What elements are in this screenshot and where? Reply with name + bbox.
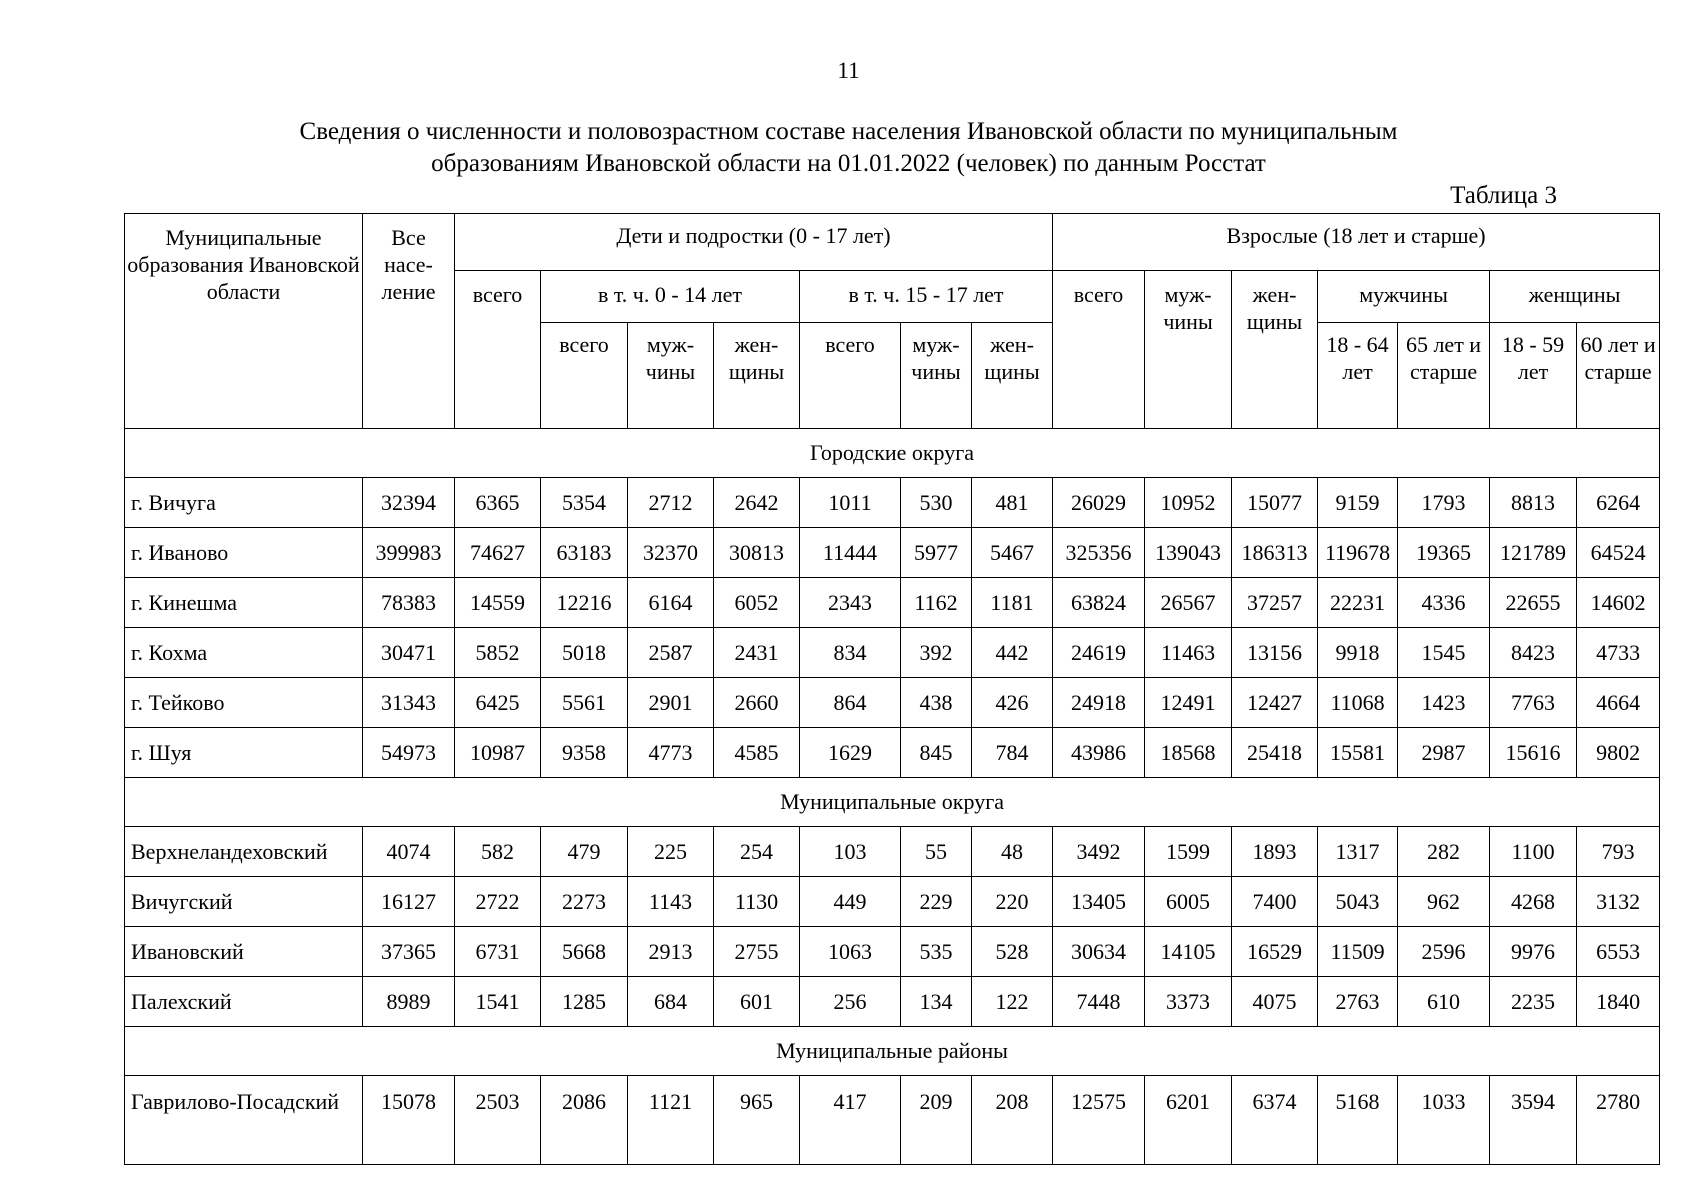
table-cell: 12216 <box>541 578 628 628</box>
header-sub-total-15-17: всего <box>800 323 901 429</box>
table-cell: 209 <box>901 1076 972 1165</box>
table-cell: 4268 <box>1490 877 1577 927</box>
municipality-name: Верхнеландеховский <box>125 827 363 877</box>
table-cell: 30813 <box>714 528 800 578</box>
table-cell: 8423 <box>1490 628 1577 678</box>
header-sub-men-0-14: муж-чины <box>628 323 714 429</box>
table-cell: 1181 <box>972 578 1053 628</box>
table-cell: 7400 <box>1232 877 1318 927</box>
table-cell: 254 <box>714 827 800 877</box>
header-adults-group: Взрослые (18 лет и старше) <box>1053 214 1660 271</box>
table-cell: 6264 <box>1577 478 1660 528</box>
table-cell: 2431 <box>714 628 800 678</box>
table-cell: 9918 <box>1318 628 1398 678</box>
table-cell: 5354 <box>541 478 628 528</box>
table-cell: 2755 <box>714 927 800 977</box>
table-cell: 2712 <box>628 478 714 528</box>
table-cell: 1143 <box>628 877 714 927</box>
table-cell: 1033 <box>1398 1076 1490 1165</box>
header-total-population: Все насе-ление <box>363 214 455 429</box>
table-cell: 12575 <box>1053 1076 1145 1165</box>
table-cell: 22231 <box>1318 578 1398 628</box>
table-cell: 10952 <box>1145 478 1232 528</box>
table-cell: 2660 <box>714 678 800 728</box>
table-cell: 325356 <box>1053 528 1145 578</box>
table-cell: 9802 <box>1577 728 1660 778</box>
table-row <box>125 977 1660 1027</box>
table-cell: 6365 <box>455 478 541 528</box>
table-cell: 103 <box>800 827 901 877</box>
table-cell: 64524 <box>1577 528 1660 578</box>
table-cell: 48 <box>972 827 1053 877</box>
table-cell: 3594 <box>1490 1076 1577 1165</box>
document-title-line-2: образованиям Ивановской области на 01.01.2022 (человек) по данным Росстат <box>431 150 1266 177</box>
table-cell: 25418 <box>1232 728 1318 778</box>
municipality-name: г. Шуя <box>125 728 363 778</box>
table-cell: 399983 <box>363 528 455 578</box>
table-cell: 3492 <box>1053 827 1145 877</box>
table-cell: 10987 <box>455 728 541 778</box>
table-cell: 9159 <box>1318 478 1398 528</box>
table-cell: 220 <box>972 877 1053 927</box>
table-cell: 26567 <box>1145 578 1232 628</box>
table-cell: 30634 <box>1053 927 1145 977</box>
table-cell: 9976 <box>1490 927 1577 977</box>
table-cell: 1423 <box>1398 678 1490 728</box>
municipality-name: Ивановский <box>125 927 363 977</box>
table-cell: 6005 <box>1145 877 1232 927</box>
table-cell: 122 <box>972 977 1053 1027</box>
table-cell: 9358 <box>541 728 628 778</box>
table-cell: 535 <box>901 927 972 977</box>
table-cell: 15581 <box>1318 728 1398 778</box>
table-cell: 11068 <box>1318 678 1398 728</box>
table-cell: 15616 <box>1490 728 1577 778</box>
header-women-60-plus: 60 лет и старше <box>1577 323 1660 429</box>
section-title: Муниципальные округа <box>125 778 1660 827</box>
table-cell: 864 <box>800 678 901 728</box>
document-title <box>160 116 1537 180</box>
table-cell: 4336 <box>1398 578 1490 628</box>
header-age-15-17: в т. ч. 15 - 17 лет <box>800 271 1053 323</box>
table-cell: 5561 <box>541 678 628 728</box>
table-cell: 12427 <box>1232 678 1318 728</box>
table-cell: 834 <box>800 628 901 678</box>
table-cell: 18568 <box>1145 728 1232 778</box>
table-cell: 7763 <box>1490 678 1577 728</box>
table-cell: 134 <box>901 977 972 1027</box>
table-cell: 55 <box>901 827 972 877</box>
table-cell: 4585 <box>714 728 800 778</box>
table-cell: 1629 <box>800 728 901 778</box>
table-row <box>125 678 1660 728</box>
table-label: Таблица 3 <box>1450 182 1557 209</box>
header-men-65-plus: 65 лет и старше <box>1398 323 1490 429</box>
municipality-name: г. Кохма <box>125 628 363 678</box>
table-cell: 2235 <box>1490 977 1577 1027</box>
table-cell: 32370 <box>628 528 714 578</box>
section-title: Городские округа <box>125 429 1660 478</box>
table-cell: 1100 <box>1490 827 1577 877</box>
table-cell: 6201 <box>1145 1076 1232 1165</box>
table-cell: 13156 <box>1232 628 1318 678</box>
table-cell: 1545 <box>1398 628 1490 678</box>
table-cell: 479 <box>541 827 628 877</box>
table-cell: 2587 <box>628 628 714 678</box>
table-cell: 16127 <box>363 877 455 927</box>
header-sub-men-15-17: муж-чины <box>901 323 972 429</box>
table-cell: 139043 <box>1145 528 1232 578</box>
table-row <box>125 578 1660 628</box>
table-cell: 6052 <box>714 578 800 628</box>
table-row <box>125 877 1660 927</box>
table-cell: 6731 <box>455 927 541 977</box>
table-cell: 1317 <box>1318 827 1398 877</box>
header-children-total: всего <box>455 271 541 429</box>
table-cell: 22655 <box>1490 578 1577 628</box>
table-cell: 8813 <box>1490 478 1577 528</box>
table-cell: 11463 <box>1145 628 1232 678</box>
section-row <box>125 429 1660 478</box>
table-cell: 31343 <box>363 678 455 728</box>
municipality-name: г. Тейково <box>125 678 363 728</box>
table-cell: 3373 <box>1145 977 1232 1027</box>
table-cell: 1162 <box>901 578 972 628</box>
table-cell: 4733 <box>1577 628 1660 678</box>
table-cell: 7448 <box>1053 977 1145 1027</box>
table-cell: 528 <box>972 927 1053 977</box>
table-cell: 5467 <box>972 528 1053 578</box>
table-cell: 449 <box>800 877 901 927</box>
table-cell: 2273 <box>541 877 628 927</box>
table-cell: 2763 <box>1318 977 1398 1027</box>
table-cell: 962 <box>1398 877 1490 927</box>
table-cell: 392 <box>901 628 972 678</box>
document-title-line-1: Сведения о численности и половозрастном составе населения Ивановской области по муниципальным <box>299 118 1398 145</box>
table-cell: 229 <box>901 877 972 927</box>
table-cell: 1599 <box>1145 827 1232 877</box>
table-body <box>125 429 1660 1165</box>
table-cell: 2343 <box>800 578 901 628</box>
header-adults-men: муж-чины <box>1145 271 1232 429</box>
table-cell: 5668 <box>541 927 628 977</box>
section-row <box>125 1027 1660 1076</box>
table-cell: 1541 <box>455 977 541 1027</box>
table-cell: 2901 <box>628 678 714 728</box>
table-cell: 2642 <box>714 478 800 528</box>
table-cell: 4773 <box>628 728 714 778</box>
table-cell: 5043 <box>1318 877 1398 927</box>
table-cell: 6553 <box>1577 927 1660 977</box>
header-sub-women-0-14: жен-щины <box>714 323 800 429</box>
table-cell: 530 <box>901 478 972 528</box>
table-cell: 24619 <box>1053 628 1145 678</box>
table-cell: 37257 <box>1232 578 1318 628</box>
table-cell: 19365 <box>1398 528 1490 578</box>
table-cell: 78383 <box>363 578 455 628</box>
table-cell: 119678 <box>1318 528 1398 578</box>
table-cell: 2596 <box>1398 927 1490 977</box>
table-cell: 2086 <box>541 1076 628 1165</box>
table-cell: 11509 <box>1318 927 1398 977</box>
header-age-0-14: в т. ч. 0 - 14 лет <box>541 271 800 323</box>
table-cell: 417 <box>800 1076 901 1165</box>
table-cell: 2913 <box>628 927 714 977</box>
table-row <box>125 1076 1660 1165</box>
header-men-18-64: 18 - 64 лет <box>1318 323 1398 429</box>
table-cell: 4075 <box>1232 977 1318 1027</box>
table-row <box>125 927 1660 977</box>
municipality-name: г. Вичуга <box>125 478 363 528</box>
table-cell: 63824 <box>1053 578 1145 628</box>
table-cell: 15077 <box>1232 478 1318 528</box>
table-cell: 784 <box>972 728 1053 778</box>
header-sub-total-0-14: всего <box>541 323 628 429</box>
table-cell: 3132 <box>1577 877 1660 927</box>
table-cell: 208 <box>972 1076 1053 1165</box>
table-cell: 63183 <box>541 528 628 578</box>
table-cell: 1893 <box>1232 827 1318 877</box>
table-cell: 5168 <box>1318 1076 1398 1165</box>
table-cell: 5018 <box>541 628 628 678</box>
table-cell: 1121 <box>628 1076 714 1165</box>
table-cell: 12491 <box>1145 678 1232 728</box>
table-cell: 481 <box>972 478 1053 528</box>
table-cell: 438 <box>901 678 972 728</box>
table-cell: 37365 <box>363 927 455 977</box>
header-sub-women-15-17: жен-щины <box>972 323 1053 429</box>
table-cell: 43986 <box>1053 728 1145 778</box>
header-adults-total: всего <box>1053 271 1145 429</box>
table-cell: 14559 <box>455 578 541 628</box>
municipality-name: г. Кинешма <box>125 578 363 628</box>
table-cell: 54973 <box>363 728 455 778</box>
table-cell: 601 <box>714 977 800 1027</box>
header-municipal: Муниципальные образования Ивановской области <box>125 214 363 429</box>
municipality-name: г. Иваново <box>125 528 363 578</box>
table-cell: 26029 <box>1053 478 1145 528</box>
table-cell: 32394 <box>363 478 455 528</box>
table-cell: 1840 <box>1577 977 1660 1027</box>
table-cell: 426 <box>972 678 1053 728</box>
table-cell: 2722 <box>455 877 541 927</box>
table-cell: 5977 <box>901 528 972 578</box>
table-cell: 2780 <box>1577 1076 1660 1165</box>
table-cell: 4664 <box>1577 678 1660 728</box>
table-row <box>125 827 1660 877</box>
table-cell: 8989 <box>363 977 455 1027</box>
section-title: Муниципальные районы <box>125 1027 1660 1076</box>
table-cell: 14602 <box>1577 578 1660 628</box>
table-cell: 6425 <box>455 678 541 728</box>
table-cell: 225 <box>628 827 714 877</box>
table-cell: 2987 <box>1398 728 1490 778</box>
table-cell: 1130 <box>714 877 800 927</box>
table-cell: 24918 <box>1053 678 1145 728</box>
table-cell: 256 <box>800 977 901 1027</box>
table-cell: 1063 <box>800 927 901 977</box>
table-row <box>125 628 1660 678</box>
table-cell: 11444 <box>800 528 901 578</box>
table-cell: 186313 <box>1232 528 1318 578</box>
table-cell: 442 <box>972 628 1053 678</box>
table-cell: 2503 <box>455 1076 541 1165</box>
table-cell: 684 <box>628 977 714 1027</box>
table-row <box>125 478 1660 528</box>
table-cell: 5852 <box>455 628 541 678</box>
section-row <box>125 778 1660 827</box>
table-header <box>125 214 1660 429</box>
table-cell: 845 <box>901 728 972 778</box>
table-cell: 4074 <box>363 827 455 877</box>
header-women-18-59: 18 - 59 лет <box>1490 323 1577 429</box>
header-adults-women: жен-щины <box>1232 271 1318 429</box>
table-cell: 793 <box>1577 827 1660 877</box>
table-cell: 16529 <box>1232 927 1318 977</box>
table-cell: 1011 <box>800 478 901 528</box>
table-cell: 965 <box>714 1076 800 1165</box>
table-cell: 6374 <box>1232 1076 1318 1165</box>
municipality-name: Гаврилово-Посадский <box>125 1076 363 1165</box>
table-cell: 14105 <box>1145 927 1232 977</box>
municipality-name: Вичугский <box>125 877 363 927</box>
table-cell: 1285 <box>541 977 628 1027</box>
municipality-name: Палехский <box>125 977 363 1027</box>
table-cell: 30471 <box>363 628 455 678</box>
table-row <box>125 728 1660 778</box>
table-cell: 15078 <box>363 1076 455 1165</box>
header-men-group: мужчины <box>1318 271 1490 323</box>
table-cell: 1793 <box>1398 478 1490 528</box>
table-cell: 13405 <box>1053 877 1145 927</box>
table-cell: 6164 <box>628 578 714 628</box>
table-row <box>125 528 1660 578</box>
table-cell: 582 <box>455 827 541 877</box>
header-children-group: Дети и подростки (0 - 17 лет) <box>455 214 1053 271</box>
table-cell: 610 <box>1398 977 1490 1027</box>
page-number: 11 <box>837 58 860 83</box>
population-table <box>124 213 1660 1165</box>
table-cell: 74627 <box>455 528 541 578</box>
table-cell: 282 <box>1398 827 1490 877</box>
header-women-group: женщины <box>1490 271 1660 323</box>
table-cell: 121789 <box>1490 528 1577 578</box>
